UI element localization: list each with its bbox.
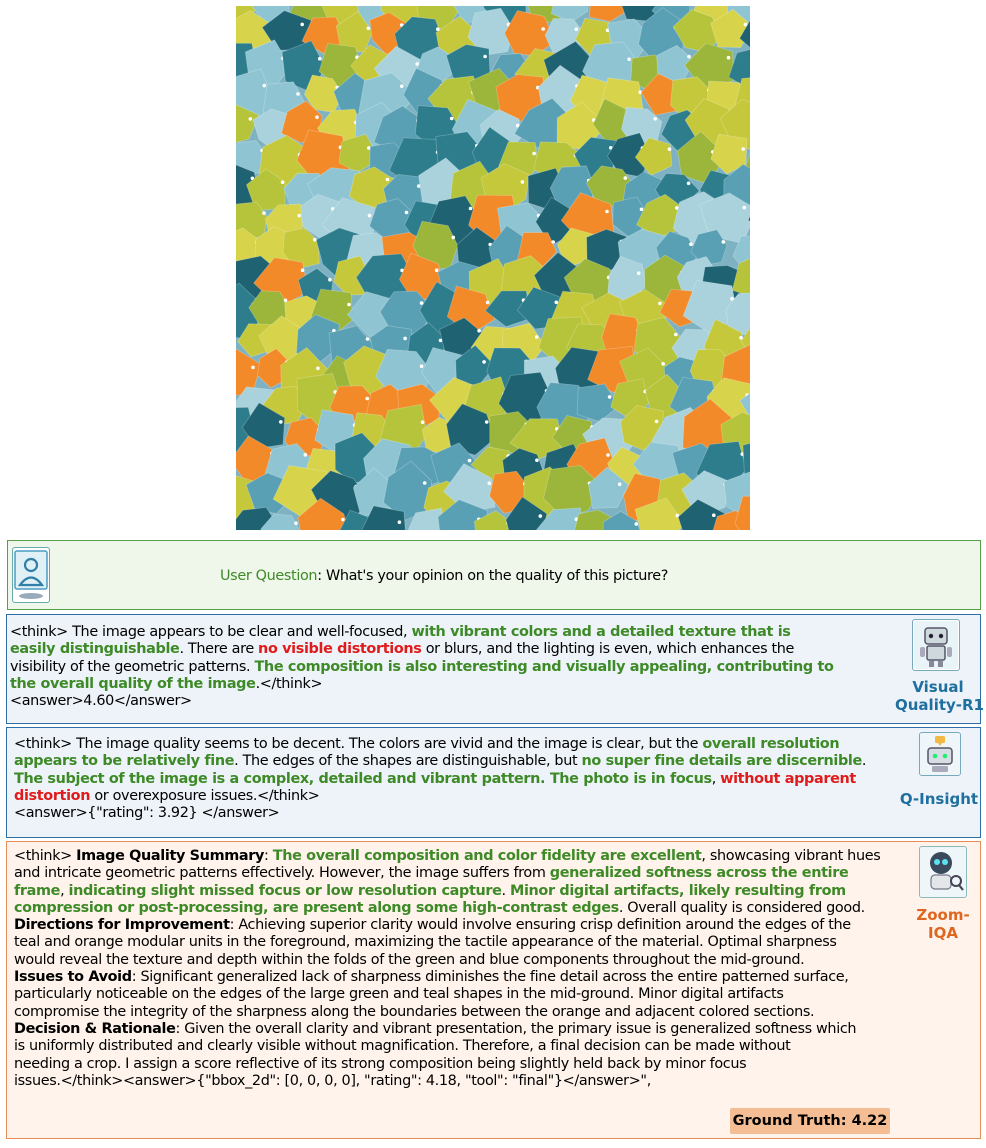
user-question-label: User Question bbox=[220, 568, 318, 584]
pattern-joint bbox=[637, 271, 641, 275]
pattern-joint bbox=[535, 458, 539, 462]
pattern-joint bbox=[435, 268, 439, 272]
user-question-box bbox=[7, 540, 981, 610]
pattern-joint bbox=[655, 420, 659, 424]
pattern-joint bbox=[318, 57, 322, 61]
q-insight-label: Q-Insight bbox=[899, 790, 979, 808]
pattern-joint bbox=[668, 147, 672, 151]
pattern-joint bbox=[263, 84, 267, 88]
pattern-joint bbox=[469, 207, 473, 211]
pattern-joint bbox=[366, 337, 370, 341]
pattern-joint bbox=[477, 329, 481, 333]
pattern-joint bbox=[687, 182, 691, 186]
pattern-joint bbox=[405, 211, 409, 215]
q-insight-text: <think> The image quality seems to be decent. The colors are vivid and the image is clear, but the overall resolution appears to be relatively fine. The edges of the shapes are distinguishable, but no super fine details are discernible. The subject of the image is a complex, detailed and vibrant pattern. The photo is in focus, without apparent distortion or overexposure issues.</think> <answer>{"rating": 3.92} </answer> bbox=[14, 736, 894, 822]
pattern-joint bbox=[468, 459, 472, 463]
pattern-joint bbox=[532, 152, 536, 156]
pattern-joint bbox=[541, 27, 545, 31]
pattern-joint bbox=[483, 55, 487, 59]
pattern-joint bbox=[618, 482, 622, 486]
user-question-content: What's your opinion on the quality of this picture? bbox=[325, 568, 669, 584]
pattern-joint bbox=[301, 268, 305, 272]
robot-magnifier-icon bbox=[919, 846, 967, 898]
visual-quality-r1-response bbox=[6, 614, 984, 724]
zoom-iqa-answer: issues.</think><answer>{"bbox_2d": [0, 0, 0, 0], "rating": 4.18, "tool": "final"}</answer>", bbox=[14, 1072, 651, 1089]
origami-pattern-photo bbox=[236, 6, 750, 530]
pattern-joint bbox=[727, 56, 731, 60]
photo-illustration bbox=[236, 6, 750, 530]
pattern-joint bbox=[687, 55, 691, 59]
pattern-joint bbox=[347, 303, 351, 307]
pattern-joint bbox=[315, 115, 319, 119]
zoom-iqa-text: <think> Image Quality Summary: The overall composition and color fidelity are excellent, showcasing vibrant hues and intricate geometric patterns effectively. However, the image suffers from generalized softness across the entire frame, indicating slight missed focus or low resolution capture. Minor digital artifacts, likely resulting from compression or post-processing, are present along some high-contrast edges. Overall quality is considered good. Directions for Improvement: Achieving superior clarity would involve ensuring crisp definition around the edges of the teal and orange modular units in the foreground, maximizing the tactile appearance of the material. Optimal sharpness would reveal the texture and depth within the folds of the green and blue components throughout the mid-ground. Issues to Avoid: Significant generalized lack of sharpness diminishes the fine detail across the entire patterned surface, particularly noticeable on the edges of the large green and teal shapes in the mid-ground. Minor digital artifacts compromise the integrity of the sharpness along the boundaries between the orange and adjacent colored sections. Decision & Rationale: Given the overall clarity and vibrant presentation, the primary issue is generalized softness which is uniformly distributed and clearly visible without magnification. Therefore, a final decision can be made without needing a crop. I assign a score reflective of its strong composition being slightly held back by minor focus issues.</think><answer>{"bbox_2d": [0, 0, 0, 0], "rating": 4.18, "tool": "final"}</answer>", bbox=[14, 848, 914, 1090]
pattern-joint bbox=[689, 242, 693, 246]
pattern-joint bbox=[421, 420, 425, 424]
pattern-joint bbox=[605, 210, 609, 214]
pattern-joint bbox=[294, 521, 298, 525]
ground-truth-badge: Ground Truth: 4.22 bbox=[730, 1108, 890, 1134]
pattern-joint bbox=[296, 92, 300, 96]
pattern-joint bbox=[486, 301, 490, 305]
pattern-joint bbox=[452, 236, 456, 240]
pattern-joint bbox=[403, 337, 407, 341]
user-avatar-icon bbox=[12, 547, 50, 603]
pattern-joint bbox=[341, 518, 345, 522]
pattern-joint bbox=[606, 453, 610, 457]
pattern-joint bbox=[551, 240, 555, 244]
pattern-joint bbox=[249, 117, 253, 121]
pattern-joint bbox=[365, 397, 369, 401]
pattern-joint bbox=[400, 84, 404, 88]
pattern-joint bbox=[420, 364, 424, 368]
pattern-joint bbox=[722, 240, 726, 244]
pattern-joint bbox=[627, 57, 631, 61]
robot-speech-icon bbox=[919, 732, 961, 776]
visual-quality-r1-answer: <answer>4.60</answer> bbox=[10, 693, 192, 710]
pattern-joint bbox=[368, 214, 372, 218]
pattern-joint bbox=[741, 147, 745, 151]
pattern-joint bbox=[367, 26, 371, 30]
pattern-joint bbox=[450, 117, 454, 121]
pattern-joint bbox=[539, 514, 543, 518]
zoom-iqa-label: Zoom- IQA bbox=[916, 906, 970, 942]
pattern-joint bbox=[488, 482, 492, 486]
pattern-joint bbox=[482, 360, 486, 364]
pattern-joint bbox=[328, 278, 332, 282]
pattern-joint bbox=[262, 211, 266, 215]
pattern-joint bbox=[521, 180, 525, 184]
visual-quality-r1-label: Visual Quality-R1 bbox=[895, 678, 984, 714]
pattern-joint bbox=[653, 117, 657, 121]
pattern-joint bbox=[386, 178, 390, 182]
pattern-joint bbox=[535, 335, 539, 339]
q-insight-answer: <answer>{"rating": 3.92} </answer> bbox=[14, 805, 280, 822]
visual-quality-r1-text: <think> The image appears to be clear and well-focused, with vibrant colors and a detailed texture that is easily distinguishable. There are no visible distortions or blurs, and the lighting is even, which enhances the visibility of the geometric patterns. The composition is also interesting and visually appealing, contributing to the overall quality of the image.</think> <answer>4.60</answer> bbox=[10, 624, 890, 710]
pattern-joint bbox=[316, 367, 320, 371]
pattern-joint bbox=[251, 366, 255, 370]
pattern-joint bbox=[661, 362, 665, 366]
zoom-iqa-response bbox=[6, 841, 981, 1139]
pattern-joint bbox=[279, 420, 283, 424]
pattern-joint bbox=[398, 520, 402, 524]
user-question-text: User Question: What's your opinion on the quality of this picture? bbox=[220, 568, 669, 584]
pattern-joint bbox=[658, 302, 662, 306]
pattern-joint bbox=[624, 176, 628, 180]
pattern-joint bbox=[281, 180, 285, 184]
pattern-joint bbox=[640, 208, 644, 212]
pattern-joint bbox=[739, 336, 743, 340]
pattern-joint bbox=[608, 395, 612, 399]
pattern-joint bbox=[300, 23, 304, 27]
pattern-joint bbox=[485, 420, 489, 424]
pattern-joint bbox=[674, 333, 678, 337]
robot-icon bbox=[912, 619, 960, 671]
pattern-joint bbox=[575, 27, 579, 31]
pattern-joint bbox=[712, 513, 716, 517]
q-insight-response bbox=[6, 727, 981, 838]
pattern-joint bbox=[304, 453, 308, 457]
pattern-joint bbox=[423, 481, 427, 485]
pattern-joint bbox=[743, 206, 747, 210]
pattern-joint bbox=[297, 214, 301, 218]
pattern-joint bbox=[635, 522, 639, 526]
